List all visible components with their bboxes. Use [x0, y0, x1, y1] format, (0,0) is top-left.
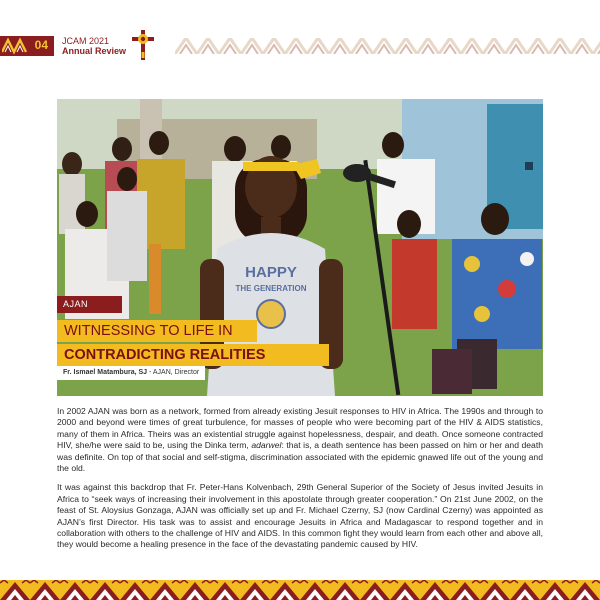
- cross-logo-icon: [130, 28, 156, 62]
- paragraph: [57, 482, 543, 550]
- page-number-badge: [0, 36, 54, 56]
- article-title-line-2: CONTRADICTING REALITIES: [57, 344, 329, 366]
- dinka-term: adarwel: [251, 440, 282, 451]
- paragraph-text: In 2002 AJAN was born as a network, formed from already existing Jesuit responses to HIV in Africa. The 1990s and through to 2000 and beyond were times of great turbulence, for masses of people who were becoming part of the HIV & AIDS statistics, many of them in Africa. Theirs was an existential struggle against hopelessness, despair, and death. Once someone contracted HIV, she/he were said to be, using the Dinka term,: [57, 406, 543, 451]
- author-role: - AJAN, Director: [147, 369, 200, 376]
- paragraph-text: : that is, a death sentence has been passed on him or her and death was definite. On top of that social and self-stigma, discrimination associated with the epidemic gnawed life out of the young and the old.: [57, 440, 543, 474]
- article-body: [57, 406, 543, 559]
- section-tag: AJAN: [57, 296, 122, 313]
- paragraph-text: It was against this backdrop that Fr. Peter-Hans Kolvenbach, 29th General Superior of the Society of Jesus invited Jesuits in Africa to “seek ways of increasing their involvement in this apostolate through greater cooperation.” On 21st June 2002, on the feast of St. Aloysius Gonzaga, AJAN was officially set up and Fr. Michael Czerny, SJ (now Cardinal Czerny) was appointed as AJAN’s first Director. His task was to assist and encourage Jesuits in Africa and Madagascar to respond together and in collaboration with others to the challenge of HIV and AIDS. In this common fight they would learn from each other and above all, they would become a healing presence in the face of the devastating pandemic caused by HIV.: [57, 482, 543, 550]
- footer-pattern-band: [0, 580, 600, 600]
- page-header: [0, 36, 600, 60]
- tribal-pattern-icon: [2, 37, 28, 55]
- publication-name: JCAM 2021: [62, 36, 110, 46]
- paragraph: [57, 406, 543, 474]
- header-pattern-band: [175, 38, 600, 54]
- publication-title: [62, 36, 126, 56]
- shirt-print-text: HAPPY: [245, 264, 297, 281]
- publication-subtitle: Annual Review: [62, 46, 127, 56]
- article-title-line-1: WITNESSING TO LIFE IN: [57, 320, 257, 342]
- shirt-print-subtext: THE GENERATION: [235, 284, 307, 293]
- author-name: Fr. Ismael Matambura, SJ: [63, 369, 148, 376]
- page-number: 04: [34, 38, 48, 52]
- author-byline: [57, 366, 205, 380]
